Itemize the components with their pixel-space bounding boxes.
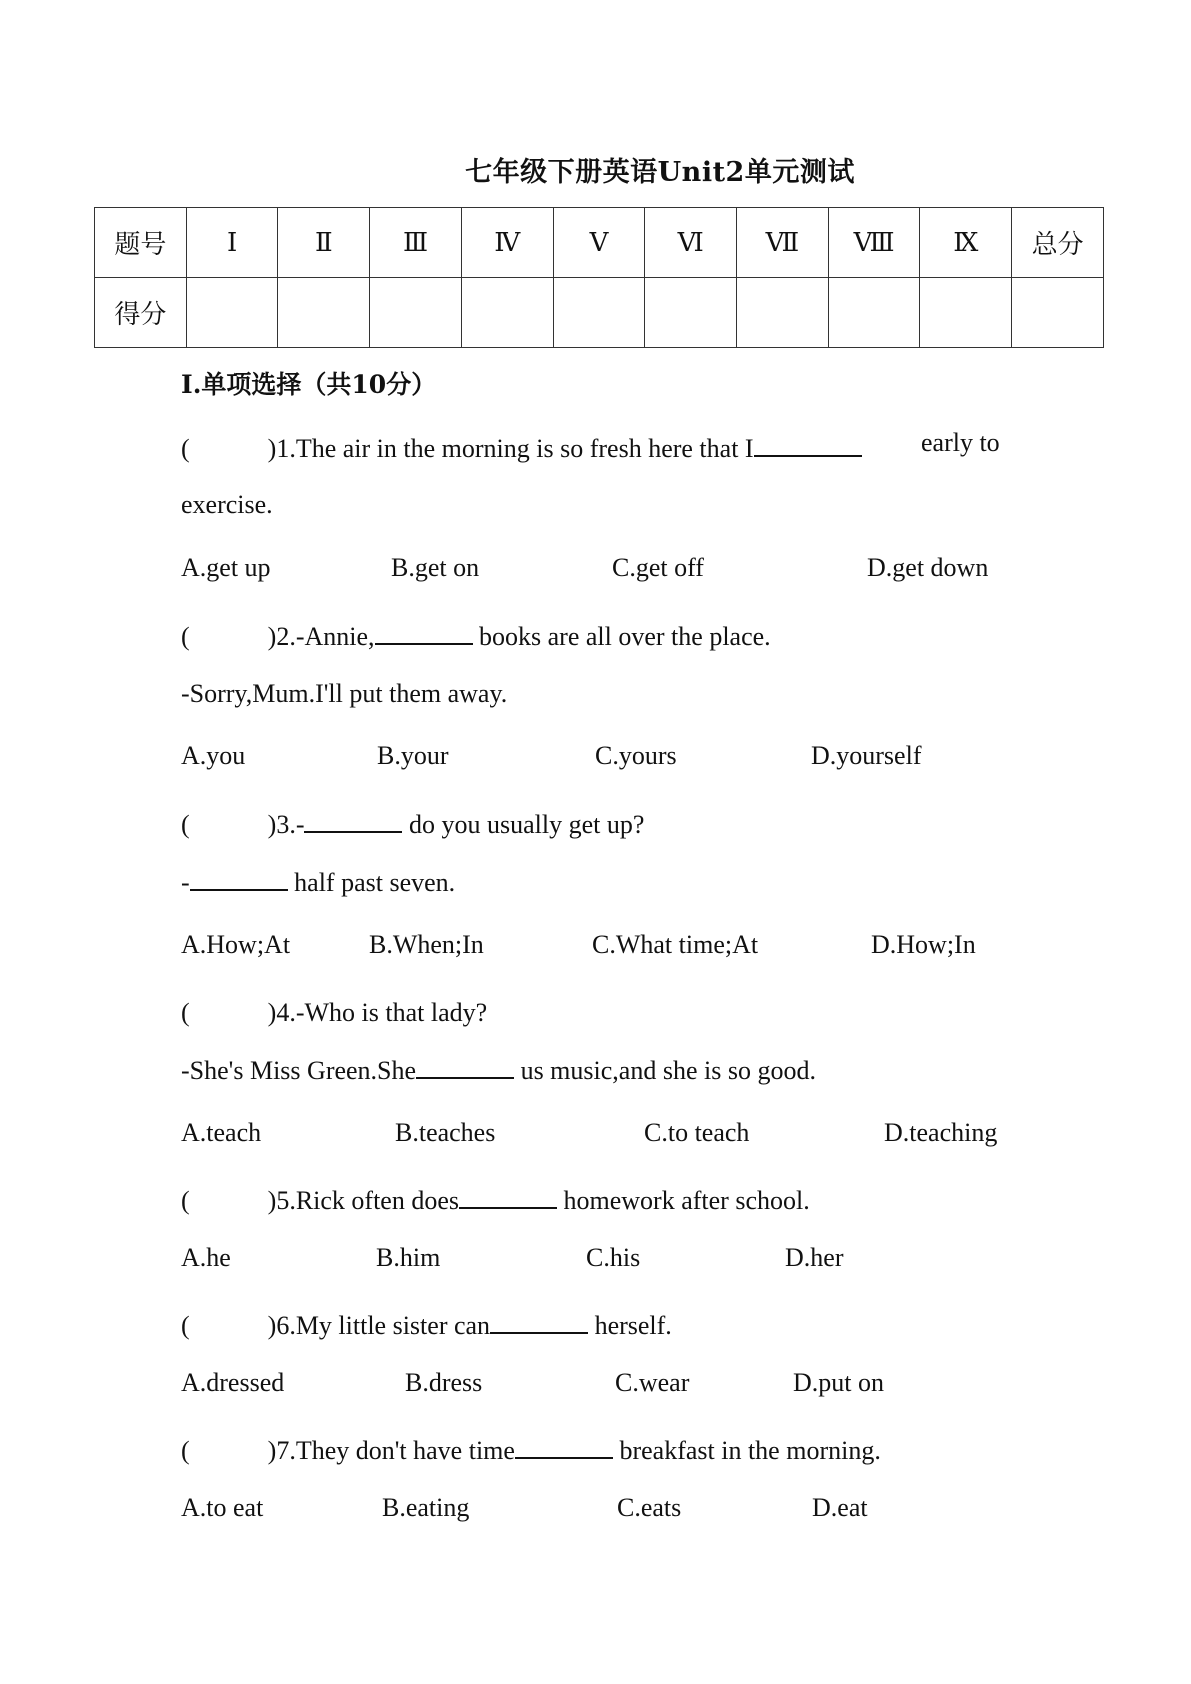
option-c[interactable]: C.yours (595, 741, 677, 770)
question-text: us music,and she is so good. (520, 1056, 816, 1085)
question-2 (181, 616, 771, 653)
option-a[interactable]: A.to eat (181, 1493, 264, 1522)
score-table (94, 207, 1104, 348)
question-7 (181, 1430, 881, 1467)
question-text: - (181, 868, 190, 897)
score-cell[interactable] (828, 278, 920, 348)
option-b[interactable]: B.him (376, 1243, 441, 1272)
column-header: Ⅶ (737, 208, 829, 278)
question-1 (181, 428, 1000, 465)
option-b[interactable]: B.dress (405, 1368, 483, 1397)
column-header: Ⅲ (370, 208, 462, 278)
question-text: ( )2.-Annie, (181, 622, 375, 651)
option-c[interactable]: C.eats (617, 1493, 682, 1522)
option-d[interactable]: D.yourself (811, 741, 922, 770)
question-6 (181, 1305, 672, 1342)
question-text: homework after school. (563, 1186, 810, 1215)
answer-blank[interactable] (304, 809, 402, 833)
option-c[interactable]: C.What time;At (592, 930, 759, 959)
option-d[interactable]: D.eat (812, 1493, 868, 1522)
option-b[interactable]: B.eating (382, 1493, 470, 1522)
score-cell[interactable] (370, 278, 462, 348)
option-b[interactable]: B.When;In (369, 930, 484, 959)
question-text: ( )1.The air in the morning is so fresh here that I (181, 434, 754, 463)
option-a[interactable]: A.teach (181, 1118, 262, 1147)
column-header: Ⅷ (828, 208, 920, 278)
option-b[interactable]: B.get on (391, 553, 480, 582)
question-text: books are all over the place. (479, 622, 771, 651)
options-1 (181, 553, 1081, 587)
column-header: Ⅳ (461, 208, 553, 278)
options-6 (181, 1368, 1081, 1402)
option-c[interactable]: C.get off (612, 553, 704, 582)
question-text: ( )6.My little sister can (181, 1311, 491, 1340)
column-header-total: 总分 (1012, 208, 1104, 278)
answer-blank[interactable] (515, 1435, 613, 1459)
column-header: Ⅸ (920, 208, 1012, 278)
option-c[interactable]: C.wear (615, 1368, 690, 1397)
score-table-score-row (95, 278, 1104, 348)
score-cell[interactable] (186, 278, 278, 348)
option-a[interactable]: A.you (181, 741, 246, 770)
question-text: breakfast in the morning. (619, 1436, 881, 1465)
option-c[interactable]: C.to teach (644, 1118, 750, 1147)
answer-blank[interactable] (459, 1185, 557, 1209)
option-a[interactable]: A.get up (181, 553, 271, 582)
score-cell-total[interactable] (1012, 278, 1104, 348)
header-label-cell: 题号 (95, 208, 187, 278)
question-2-reply: -Sorry,Mum.I'll put them away. (181, 679, 508, 708)
question-text: ( )7.They don't have time (181, 1436, 515, 1465)
question-text: -She's Miss Green.She (181, 1056, 417, 1085)
answer-blank[interactable] (416, 1055, 514, 1079)
option-a[interactable]: A.dressed (181, 1368, 285, 1397)
option-b[interactable]: B.teaches (395, 1118, 496, 1147)
options-7 (181, 1493, 1081, 1527)
options-5 (181, 1243, 1081, 1277)
answer-blank[interactable] (754, 433, 862, 457)
options-3 (181, 930, 1081, 964)
score-cell[interactable] (461, 278, 553, 348)
option-a[interactable]: A.he (181, 1243, 231, 1272)
option-b[interactable]: B.your (377, 741, 449, 770)
question-text: early to (921, 428, 1000, 457)
option-a[interactable]: A.How;At (181, 930, 291, 959)
question-5 (181, 1180, 810, 1217)
question-4: ( )4.-Who is that lady? (181, 998, 488, 1027)
score-cell[interactable] (278, 278, 370, 348)
score-cell[interactable] (920, 278, 1012, 348)
options-2 (181, 741, 1081, 775)
section-heading: I.单项选择（共10分） (181, 370, 437, 399)
column-header: Ⅰ (186, 208, 278, 278)
question-text: do you usually get up? (408, 810, 645, 839)
answer-blank[interactable] (375, 621, 473, 645)
question-3-reply (181, 867, 455, 898)
question-text: herself. (594, 1311, 672, 1340)
score-table-header-row (95, 208, 1104, 278)
option-d[interactable]: D.How;In (871, 930, 976, 959)
answer-blank[interactable] (190, 867, 288, 891)
question-text: ( )5.Rick often does (181, 1186, 460, 1215)
row-label-cell: 得分 (95, 278, 187, 348)
answer-blank[interactable] (490, 1310, 588, 1334)
score-cell[interactable] (645, 278, 737, 348)
question-text: half past seven. (294, 868, 456, 897)
column-header: Ⅵ (645, 208, 737, 278)
score-cell[interactable] (737, 278, 829, 348)
question-1-continued: exercise. (181, 490, 273, 519)
option-d[interactable]: D.put on (793, 1368, 884, 1397)
option-d[interactable]: D.get down (867, 553, 989, 582)
question-text: ( )3.- (181, 810, 305, 839)
option-d[interactable]: D.teaching (884, 1118, 998, 1147)
question-3 (181, 804, 644, 841)
score-cell[interactable] (553, 278, 645, 348)
question-4-reply (181, 1055, 816, 1086)
options-4 (181, 1118, 1081, 1152)
option-c[interactable]: C.his (586, 1243, 641, 1272)
option-d[interactable]: D.her (785, 1243, 844, 1272)
column-header: Ⅴ (553, 208, 645, 278)
page-title: 七年级下册英语Unit2单元测试 (465, 157, 855, 188)
column-header: Ⅱ (278, 208, 370, 278)
